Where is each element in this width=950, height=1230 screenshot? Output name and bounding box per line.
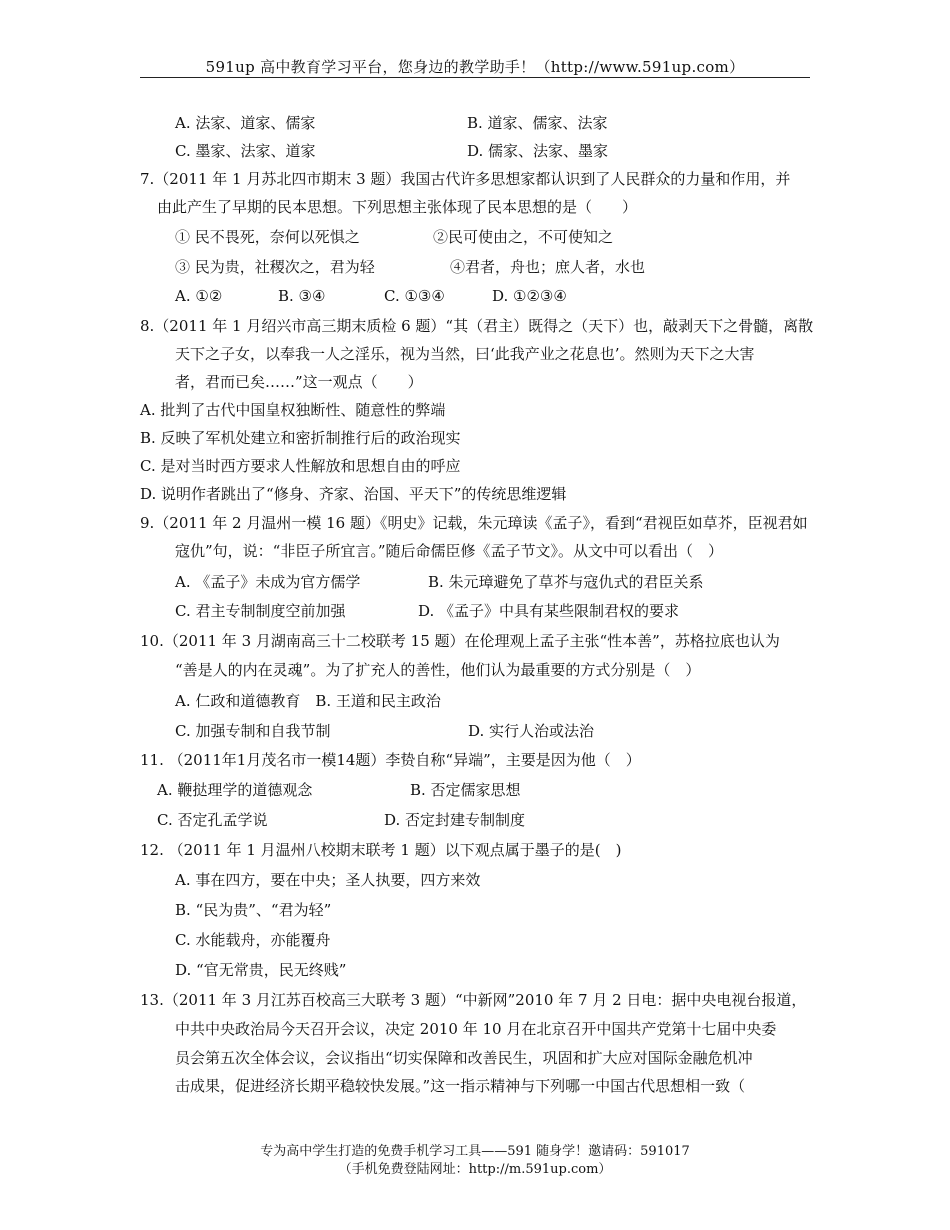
footer-promo: 专为高中学生打造的免费手机学习工具——591 随身学！邀请码：591017	[260, 1144, 690, 1159]
q9-stem-line2: 寇仇”句，说：“非臣子所宜言。”随后命儒臣修《孟子节文》。从文中可以看出（ ）	[175, 542, 724, 560]
q10-stem-line2: “善是人的内在灵魂”。为了扩充人的善性，他们认为最重要的方式分别是（ ）	[175, 661, 701, 679]
q7-item-3: ③ 民为贵，社稷次之，君为轻	[175, 258, 375, 276]
q12-option-c: C. 水能载舟，亦能覆舟	[175, 931, 331, 949]
q8-stem-line1: 8.（2011 年 1 月绍兴市高三期末质检 6 题）“其（君主）既得之（天下）也，敲剥天下之骨髓，离散	[140, 317, 814, 335]
q7-item-2: ②民可使由之，不可使知之	[433, 228, 614, 246]
q9-option-a: A. 《孟子》未成为官方儒学	[175, 573, 361, 591]
q8-stem-line2: 天下之子女，以奉我一人之淫乐，视为当然，曰‘此我产业之花息也’。然则为天下之大害	[175, 345, 755, 363]
q6-option-a: A. 法家、道家、儒家	[175, 114, 316, 132]
q9-option-b: B. 朱元璋避免了草芥与寇仇式的君臣关系	[428, 573, 704, 591]
q8-option-b: B. 反映了军机处建立和密折制推行后的政治现实	[140, 429, 461, 447]
q7-option-b: B. ③④	[278, 287, 326, 305]
q11-stem: 11. （2011年1月茂名市一模14题）李贽自称“异端”，主要是因为他（ ）	[140, 751, 641, 769]
q11-option-c: C. 否定孔孟学说	[157, 811, 268, 829]
q13-stem-line4: 击成果，促进经济长期平稳较快发展。”这一指示精神与下列哪一中国古代思想相一致（	[175, 1077, 746, 1095]
q10-stem-line1: 10.（2011 年 3 月湖南高三十二校联考 15 题）在伦理观上孟子主张“性本善”，苏格拉底也认为	[140, 632, 780, 650]
q8-option-c: C. 是对当时西方要求人性解放和思想自由的呼应	[140, 457, 461, 475]
q9-option-c: C. 君主专制制度空前加强	[175, 602, 346, 620]
q9-option-d: D. 《孟子》中具有某些限制君权的要求	[418, 602, 680, 620]
q12-stem: 12. （2011 年 1 月温州八校期末联考 1 题）以下观点属于墨子的是( )	[140, 841, 622, 859]
page-header: 591up 高中教育学习平台，您身边的教学助手！（http://www.591up.com）	[205, 58, 745, 76]
q10-options-ab: A. 仁政和道德教育 B. 王道和民主政治	[175, 692, 441, 710]
q8-stem-line3: 者，君而已矣……”这一观点（ ）	[175, 373, 423, 391]
q10-option-c: C. 加强专制和自我节制	[175, 722, 331, 740]
q13-stem-line1: 13.（2011 年 3 月江苏百校高三大联考 3 题）“中新网”2010 年 7 月 2 日电：据中央电视台报道，	[140, 991, 807, 1009]
q7-option-d: D. ①②③④	[492, 287, 567, 305]
q8-option-d: D. 说明作者跳出了“修身、齐家、治国、平天下”的传统思维逻辑	[140, 485, 567, 503]
q9-stem-line1: 9.（2011 年 2 月温州一模 16 题）《明史》记载，朱元璋读《孟子》，看到“君视臣如草芥，臣视君如	[140, 514, 808, 532]
header-divider	[140, 77, 810, 78]
q7-option-a: A. ①②	[175, 287, 223, 305]
q7-item-1: ① 民不畏死，奈何以死惧之	[175, 228, 360, 246]
q7-stem-line2: 由此产生了早期的民本思想。下列思想主张体现了民本思想的是（ ）	[157, 198, 638, 216]
q13-stem-line3: 员会第五次全体会议，会议指出“切实保障和改善民生，巩固和扩大应对国际金融危机冲	[175, 1049, 753, 1067]
q7-option-c: C. ①③④	[384, 287, 445, 305]
q6-option-c: C. 墨家、法家、道家	[175, 142, 316, 160]
q7-item-4: ④君者，舟也；庶人者，水也	[450, 258, 646, 276]
q7-stem-line1: 7.（2011 年 1 月苏北四市期末 3 题）我国古代许多思想家都认识到了人民群众的力量和作用，并	[140, 170, 791, 188]
q12-option-b: B. “民为贵”、“君为轻”	[175, 901, 332, 919]
q11-option-a: A. 鞭挞理学的道德观念	[157, 781, 313, 799]
q10-option-d: D. 实行人治或法治	[468, 722, 595, 740]
q8-option-a: A. 批判了古代中国皇权独断性、随意性的弊端	[140, 401, 446, 419]
q11-option-d: D. 否定封建专制制度	[384, 811, 526, 829]
q12-option-d: D. “官无常贵，民无终贱”	[175, 961, 347, 979]
q13-stem-line2: 中共中央政治局今天召开会议，决定 2010 年 10 月在北京召开中国共产党第十七届中央委	[175, 1020, 777, 1038]
q12-option-a: A. 事在四方，要在中央；圣人执要，四方来效	[175, 871, 481, 889]
footer-mobile-url: （手机免费登陆网址：http://m.591up.com）	[338, 1162, 612, 1177]
q6-option-b: B. 道家、儒家、法家	[467, 114, 608, 132]
q6-option-d: D. 儒家、法家、墨家	[467, 142, 609, 160]
q11-option-b: B. 否定儒家思想	[410, 781, 521, 799]
